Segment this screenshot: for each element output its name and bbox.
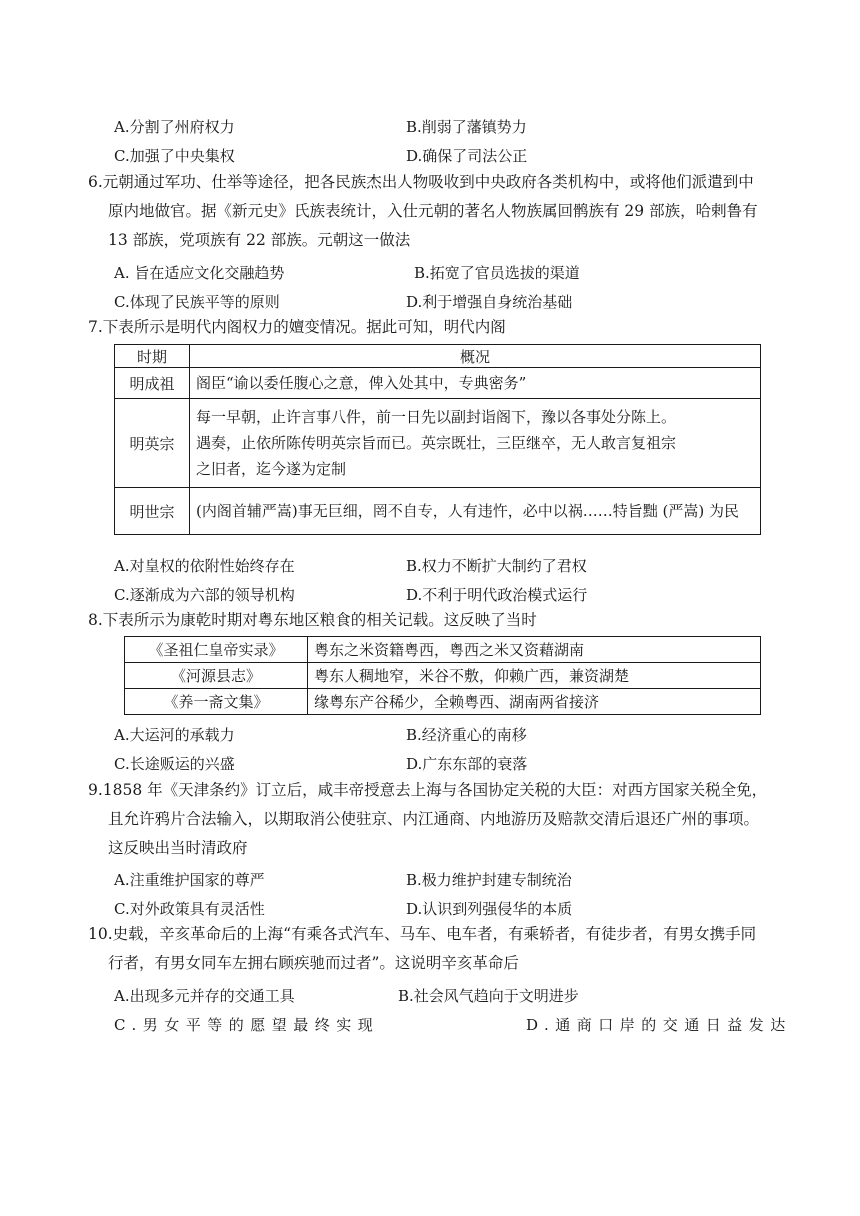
q5-option-b: B.削弱了藩镇势力 bbox=[406, 118, 527, 136]
q7-option-d: D.不利于明代政治模式运行 bbox=[406, 586, 588, 604]
q7-row-period: 明成祖 bbox=[115, 368, 190, 399]
q9-option-b: B.极力维护封建专制统治 bbox=[406, 871, 572, 889]
q5-options-row-2 bbox=[114, 145, 794, 169]
q8-table-row bbox=[125, 637, 761, 663]
q8-row-text: 粤东人稠地窄，米谷不敷，仰赖广西，兼资湖楚 bbox=[308, 663, 761, 689]
q10-stem-line-1: 10.史载，辛亥革命后的上海“有乘各式汽车、马车、电车者，有乘轿者，有徒步者，有男女携手同 bbox=[88, 925, 757, 943]
q8-option-c: C.长途贩运的兴盛 bbox=[114, 755, 235, 773]
q10-option-d: D.通商口岸的交通日益发达 bbox=[526, 1016, 792, 1034]
q7-row-text: 每一早朝，止许言事八件，前一日先以副封诣阁下，豫以各事处分陈上。遇奏，止依所陈传明英宗旨而已。英宗既壮，三臣继卒，无人敢言复祖宗之旧者，迄今遂为定制 bbox=[190, 399, 761, 488]
q7-stem bbox=[88, 313, 788, 342]
q8-row-text: 粤东之米资籍粤西，粤西之米又资藉湖南 bbox=[308, 637, 761, 663]
q7-table-row bbox=[115, 399, 761, 488]
q7-table-header-row bbox=[115, 345, 761, 368]
q7-row-text: 阁臣“谕以委任腹心之意，俾入处其中，专典密务” bbox=[190, 368, 761, 399]
q6-option-b: B.拓宽了官员选拔的渠道 bbox=[414, 264, 580, 282]
q7-table bbox=[114, 344, 761, 535]
q10-option-c: C.男女平等的愿望最终实现 bbox=[114, 1016, 380, 1034]
q9-options-row-2 bbox=[114, 898, 794, 922]
q7-options-row-2 bbox=[114, 584, 794, 608]
q9-stem bbox=[88, 776, 788, 863]
q9-option-a: A.注重维护国家的尊严 bbox=[114, 871, 265, 889]
q6-option-d: D.利于增强自身统治基础 bbox=[406, 293, 573, 311]
q8-row-source: 《圣祖仁皇帝实录》 bbox=[125, 637, 308, 663]
q8-options-row-2 bbox=[114, 753, 794, 777]
q6-options-row-1 bbox=[114, 262, 794, 286]
q6-stem-line-3: 13 部族，党项族有 22 部族。元朝这一做法 bbox=[108, 231, 411, 249]
q7-options-row-1 bbox=[114, 555, 794, 579]
q8-option-b: B.经济重心的南移 bbox=[406, 726, 527, 744]
q8-table bbox=[124, 636, 761, 715]
q9-stem-line-1: 9.1858 年《天津条约》订立后，咸丰帝授意去上海与各国协定关税的大臣：对西方国家关税全免， bbox=[88, 781, 768, 799]
q9-option-c: C.对外政策具有灵活性 bbox=[114, 900, 265, 918]
q7-row-period: 明英宗 bbox=[115, 399, 190, 488]
q8-table-row bbox=[125, 663, 761, 689]
q7-option-c: C.逐渐成为六部的领导机构 bbox=[114, 586, 295, 604]
q8-row-text: 缘粤东产谷稀少，全赖粤西、湖南两省接济 bbox=[308, 689, 761, 715]
q8-table-row bbox=[125, 689, 761, 715]
q8-option-d: D.广东东部的衰落 bbox=[406, 755, 528, 773]
q7-table-row bbox=[115, 368, 761, 399]
q10-stem-line-2: 行者，有男女同车左拥右顾疾驰而过者”。这说明辛亥革命后 bbox=[108, 954, 519, 972]
q7-row-period: 明世宗 bbox=[115, 488, 190, 535]
q7-option-a: A.对皇权的依附性始终存在 bbox=[114, 557, 295, 575]
q7-header-period: 时期 bbox=[115, 345, 190, 368]
q5-option-d: D.确保了司法公正 bbox=[406, 147, 528, 165]
q8-options-row-1 bbox=[114, 724, 794, 748]
q7-table-row bbox=[115, 488, 761, 535]
q5-option-c: C.加强了中央集权 bbox=[114, 147, 235, 165]
q8-row-source: 《养一斋文集》 bbox=[125, 689, 308, 715]
q8-option-a: A.大运河的承载力 bbox=[114, 726, 235, 744]
q9-stem-line-2: 且允许鸦片合法输入，以期取消公使驻京、内江通商、内地游历及赔款交清后退还广州的事项。 bbox=[108, 810, 760, 828]
q6-stem-line-1: 6.元朝通过军功、仕举等途径，把各民族杰出人物吸收到中央政府各类机构中，或将他们派遣到中 bbox=[88, 173, 754, 191]
q7-row-text: (内阁首辅严嵩)事无巨细，罔不自专，人有违忤，必中以祸……特旨黜 (严嵩) 为民 bbox=[190, 488, 761, 535]
q6-stem bbox=[88, 168, 788, 255]
q8-row-source: 《河源县志》 bbox=[125, 663, 308, 689]
q8-stem-line: 8.下表所示为康乾时期对粤东地区粮食的相关记载。这反映了当时 bbox=[88, 611, 537, 629]
q7-option-b: B.权力不断扩大制约了君权 bbox=[406, 557, 587, 575]
q9-option-d: D.认识到列强侵华的本质 bbox=[406, 900, 573, 918]
q5-options-row-1 bbox=[114, 116, 794, 140]
q5-option-a: A.分割了州府权力 bbox=[114, 118, 235, 136]
q8-stem bbox=[88, 606, 788, 635]
q6-options-row-2 bbox=[114, 291, 794, 315]
q10-options-row-1 bbox=[114, 985, 794, 1009]
q7-header-summary: 概况 bbox=[190, 345, 761, 368]
q9-stem-line-3: 这反映出当时清政府 bbox=[108, 839, 248, 857]
q7-stem-line: 7.下表所示是明代内阁权力的嬗变情况。据此可知，明代内阁 bbox=[88, 318, 506, 336]
q10-option-a: A.出现多元并存的交通工具 bbox=[114, 987, 295, 1005]
q6-option-a: A. 旨在适应文化交融趋势 bbox=[114, 264, 285, 282]
q9-options-row-1 bbox=[114, 869, 794, 893]
q10-options-row-2 bbox=[114, 1014, 794, 1038]
q10-stem bbox=[88, 920, 788, 978]
q10-option-b: B.社会风气趋向于文明进步 bbox=[398, 987, 579, 1005]
q6-stem-line-2: 原内地做官。据《新元史》氏族表统计，入仕元朝的著名人物族属回鹘族有 29 部族，哈剌鲁有 bbox=[108, 202, 758, 220]
q6-option-c: C.体现了民族平等的原则 bbox=[114, 293, 280, 311]
